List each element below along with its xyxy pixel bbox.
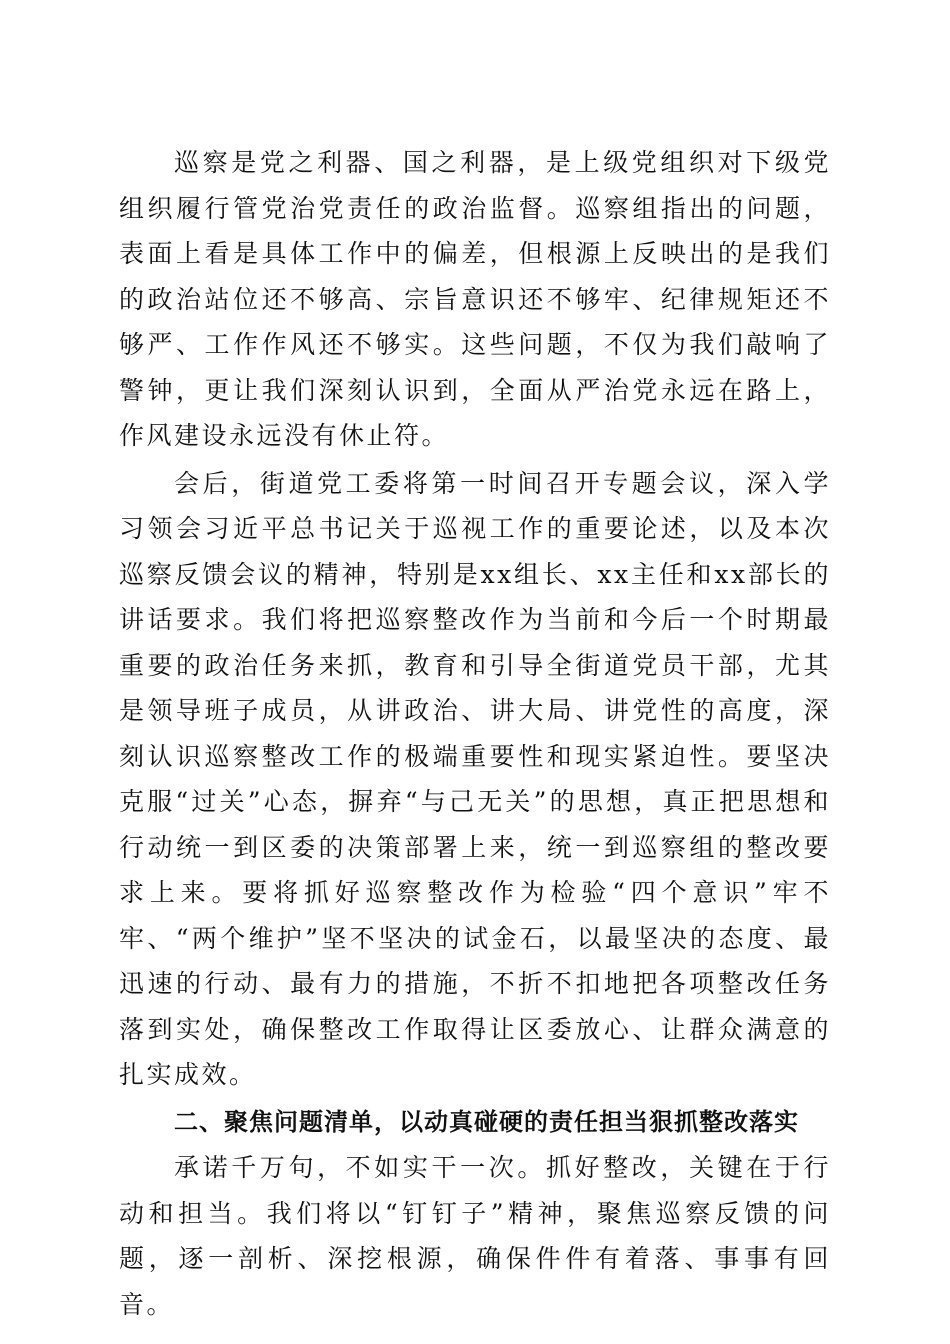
paragraph-post-meeting-actions: 会后，街道党工委将第一时间召开专题会议，深入学习领会习近平总书记关于巡视工作的重要论述，以及本次巡察反馈会议的精神，特别是xx组长、xx主任和xx部长的讲话要求。我们将把巡察整改作为当前和今后一个时期最重要的政治任务来抓，教育和引导全街道党员干部，尤其是领导班子成员，从讲政治、讲大局、讲党性的高度，深刻认识巡察整改工作的极端重要性和现实紧迫性。要坚决克服“过关”心态，摒弃“与己无关”的思想，真正把思想和行动统一到区委的决策部署上来，统一到巡察组的整改要求上来。要将抓好巡察整改作为检验“四个意识”牢不牢、“两个维护”坚不坚决的试金石，以最坚决的态度、最迅速的行动、最有力的措施，不折不扣地把各项整改任务落到实处，确保整改工作取得让区委放心、让群众满意的扎实成效。 (119, 468, 831, 1089)
section-heading: 二、聚焦问题清单，以动真碰硬的责任担当狠抓整改落实 (174, 1107, 799, 1136)
paragraph-commitment: 承诺千万句，不如实干一次。抓好整改，关键在于行动和担当。我们将以“钉钉子”精神，聚焦巡察反馈的问题，逐一剖析、深挖根源，确保件件有着落、事事有回音。 (119, 1153, 831, 1319)
document-body (119, 140, 831, 1329)
paragraph-inspection-significance: 巡察是党之利器、国之利器，是上级党组织对下级党组织履行管党治党责任的政治监督。巡察组指出的问题，表面上看是具体工作中的偏差，但根源上反映出的是我们的政治站位还不够高、宗旨意识还不够牢、纪律规矩还不够严、工作作风还不够实。这些问题，不仅为我们敲响了警钟，更让我们深刻认识到，全面从严治党永远在路上，作风建设永远没有休止符。 (119, 148, 831, 450)
